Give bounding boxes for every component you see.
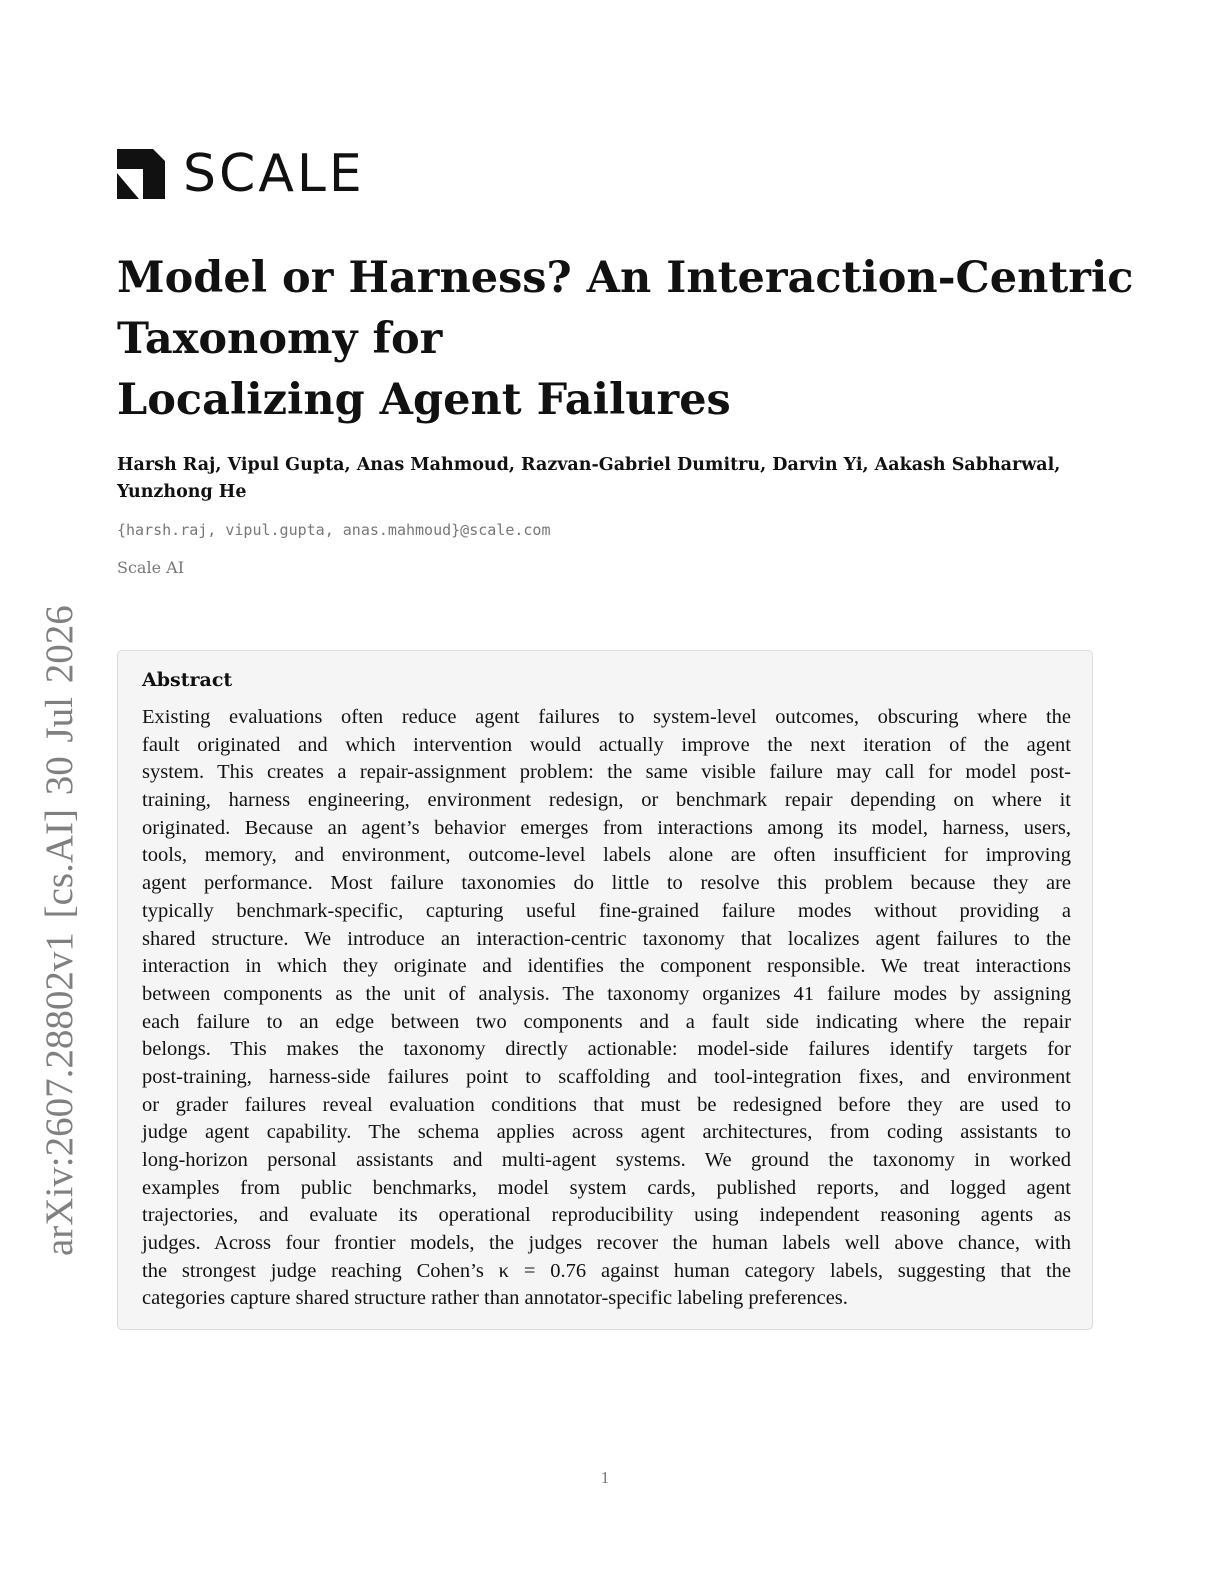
abstract-line: categories capture shared structure rather than annotator-specific labeling preferences. (142, 1287, 848, 1310)
page-number: 1 (600, 1468, 610, 1487)
abstract-line: between components as the unit of analysis. The taxonomy organizes 41 failure modes by assigning (142, 982, 1071, 1005)
abstract-line: typically benchmark-specific, capturing useful fine-grained failure modes without providing a (142, 899, 1071, 922)
author-emails: {harsh.raj, vipul.gupta, anas.mahmoud}@scale.com (117, 521, 551, 539)
title-line: Model or Harness? An Interaction-Centric (117, 253, 1134, 303)
abstract-heading: Abstract (142, 669, 233, 691)
author-line: Harsh Raj, Vipul Gupta, Anas Mahmoud, Razvan-Gabriel Dumitru, Darvin Yi, Aakash Sabharwal, (117, 455, 1061, 475)
abstract-line: trajectories, and evaluate its operational reproducibility using independent reasoning agents as (142, 1204, 1071, 1227)
scale-logo-icon (117, 149, 165, 199)
abstract-line: belongs. This makes the taxonomy directly actionable: model-side failures identify targets for (142, 1038, 1071, 1061)
abstract-line: fault originated and which intervention would actually improve the next iteration of the agent (142, 733, 1071, 756)
abstract-line: judge agent capability. The schema applies across agent architectures, from coding assistants to (142, 1121, 1071, 1144)
scale-logo (117, 144, 365, 204)
scale-logo-text: SCALE (183, 144, 365, 204)
abstract-line: training, harness engineering, environment redesign, or benchmark repair depending on where it (142, 789, 1071, 812)
abstract-line: originated. Because an agent’s behavior emerges from interactions among its model, harness, users, (142, 816, 1071, 839)
abstract-line: shared structure. We introduce an interaction-centric taxonomy that localizes agent failures to the (142, 927, 1071, 950)
abstract-line: tools, memory, and environment, outcome-level labels alone are often insufficient for improving (142, 844, 1071, 867)
abstract-line: each failure to an edge between two components and a fault side indicating where the repair (142, 1010, 1071, 1033)
affiliation: Scale AI (117, 558, 185, 577)
abstract-body (142, 704, 1071, 1313)
title-line: Taxonomy for (117, 314, 443, 364)
abstract-line: long-horizon personal assistants and multi-agent systems. We ground the taxonomy in worked (142, 1149, 1071, 1171)
title-line: Localizing Agent Failures (117, 375, 731, 425)
author-line: Yunzhong He (117, 482, 247, 502)
paper-title (117, 248, 1134, 431)
abstract-line: system. This creates a repair-assignment problem: the same visible failure may call for model post- (142, 761, 1071, 784)
abstract-line: Existing evaluations often reduce agent failures to system-level outcomes, obscuring where the (142, 706, 1071, 728)
abstract-line: examples from public benchmarks, model system cards, published reports, and logged agent (142, 1176, 1071, 1199)
author-list (117, 452, 1107, 506)
abstract-line: interaction in which they originate and identifies the component responsible. We treat interactions (142, 955, 1071, 978)
abstract-box (117, 650, 1093, 1330)
abstract-line: the strongest judge reaching Cohen’s κ = 0.76 against human category labels, suggesting that the (142, 1259, 1071, 1282)
abstract-line: or grader failures reveal evaluation conditions that must be redesigned before they are used to (142, 1093, 1071, 1116)
arxiv-identifier: arXiv:2607.28802v1 [cs.AI] 30 Jul 2026 (38, 605, 81, 1256)
abstract-line: post-training, harness-side failures point to scaffolding and tool-integration fixes, and environment (142, 1065, 1071, 1088)
abstract-line: judges. Across four frontier models, the judges recover the human labels well above chance, with (142, 1232, 1071, 1255)
abstract-line: agent performance. Most failure taxonomies do little to resolve this problem because they are (142, 872, 1071, 895)
